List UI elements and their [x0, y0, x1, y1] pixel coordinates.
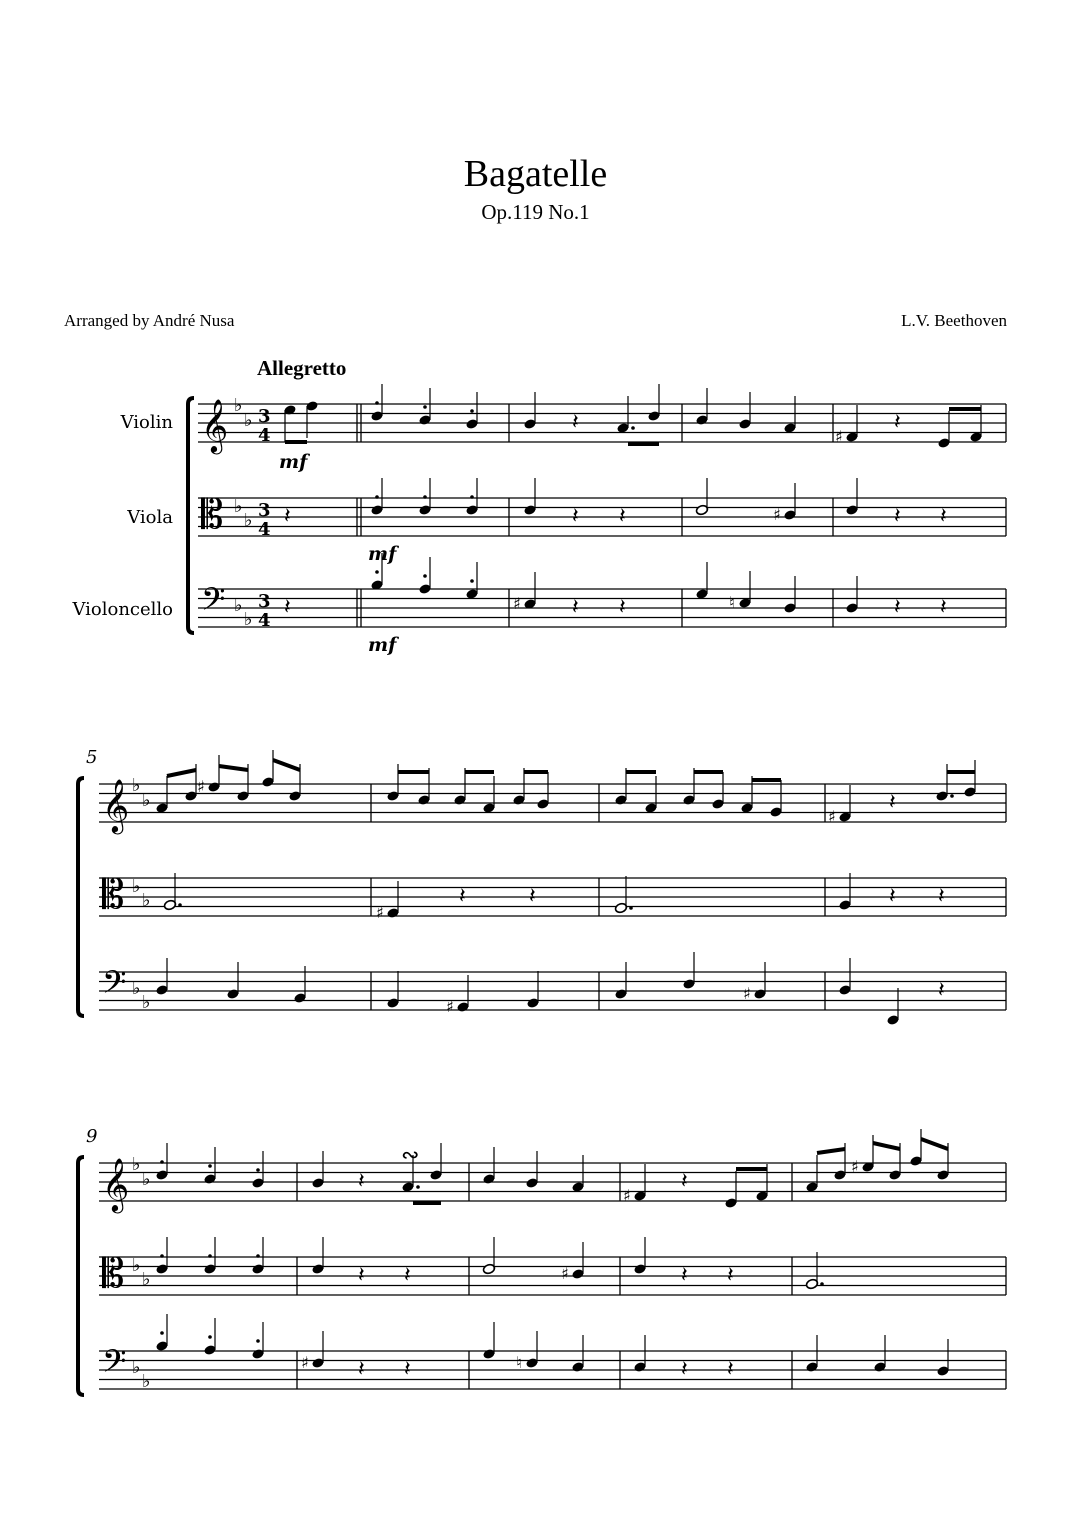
sharp-sign: ♯ — [301, 1353, 309, 1372]
quarter-rest: 𝄽 — [529, 884, 536, 909]
tempo-marking: Allegretto — [257, 356, 347, 380]
note — [937, 411, 950, 449]
arranger-credit: Arranged by André Nusa — [64, 311, 235, 330]
quarter-rest: 𝄽 — [727, 1357, 734, 1382]
quarter-rest: 𝄽 — [681, 1357, 688, 1382]
dynamic-mf: mf — [279, 451, 308, 473]
staff-violoncello — [99, 1351, 1006, 1389]
note — [936, 1339, 949, 1377]
staff-violin — [99, 784, 1006, 822]
quarter-rest: 𝄽 — [459, 884, 466, 909]
opus-number: Op.119 No.1 — [481, 200, 590, 224]
instrument-label-violoncello: Violoncello — [72, 599, 173, 620]
note — [226, 962, 239, 1000]
quarter-rest: 𝄽 — [572, 504, 579, 529]
quarter-rest: 𝄽 — [619, 504, 626, 529]
note — [963, 760, 976, 798]
alto-clef: 𝄡 — [102, 872, 125, 918]
treble-clef: 𝄞 — [201, 398, 229, 452]
flat-sign: ♭ — [244, 510, 253, 531]
composer-credit: L.V. Beethoven — [901, 311, 1007, 330]
augmentation-dot — [820, 1282, 824, 1286]
flat-sign: ♭ — [132, 1357, 141, 1378]
treble-clef: 𝄞 — [102, 1157, 130, 1211]
sharp-sign: ♯ — [851, 1157, 859, 1176]
quarter-rest: 𝄽 — [889, 884, 896, 909]
augmentation-dot — [178, 903, 182, 907]
note — [695, 388, 708, 426]
quarter-rest: 𝄽 — [894, 410, 901, 435]
note — [525, 1331, 538, 1369]
note — [155, 776, 168, 814]
beam — [167, 770, 196, 776]
sharp-sign: ♯ — [446, 997, 454, 1016]
note — [526, 971, 539, 1009]
note — [711, 772, 724, 810]
time-signature-bottom: 4 — [258, 519, 271, 540]
note — [644, 776, 657, 814]
quarter-rest: 𝄽 — [681, 1169, 688, 1194]
sharp-sign: ♯ — [376, 903, 384, 922]
instrument-label-viola: Viola — [127, 507, 173, 528]
staccato-dot — [208, 1335, 212, 1339]
sharp-sign: ♯ — [513, 594, 521, 613]
quarter-rest: 𝄽 — [727, 1263, 734, 1288]
note — [465, 478, 478, 516]
flat-sign: ♭ — [142, 992, 151, 1013]
quarter-rest: 𝄽 — [404, 1263, 411, 1288]
note — [155, 1237, 168, 1275]
staccato-dot — [256, 1339, 260, 1343]
quarter-rest: 𝄽 — [358, 1263, 365, 1288]
note — [311, 1237, 324, 1275]
note — [571, 1242, 584, 1280]
staccato-dot — [208, 1164, 212, 1168]
note — [845, 576, 858, 614]
quarter-rest: 𝄽 — [681, 1263, 688, 1288]
flat-sign: ♭ — [142, 1269, 151, 1290]
quarter-rest: 𝄽 — [889, 790, 896, 815]
treble-clef: 𝄞 — [102, 778, 130, 832]
note — [453, 768, 466, 806]
time-signature-top: 3 — [258, 406, 271, 427]
alto-clef: 𝄡 — [201, 492, 224, 538]
staccato-dot — [375, 495, 379, 499]
note — [482, 1237, 495, 1275]
note — [207, 755, 220, 793]
note — [769, 780, 782, 818]
quarter-rest: 𝄽 — [894, 504, 901, 529]
note — [838, 958, 851, 996]
flat-sign: ♭ — [132, 876, 141, 897]
staff-violin — [198, 404, 1006, 442]
note — [873, 1335, 886, 1373]
note — [465, 562, 478, 600]
note — [429, 1143, 442, 1181]
note — [311, 1151, 324, 1189]
note — [251, 1151, 264, 1189]
note — [861, 1135, 874, 1173]
staccato-dot — [208, 1254, 212, 1258]
augmentation-dot — [631, 426, 635, 430]
quarter-rest: 𝄽 — [358, 1357, 365, 1382]
note — [838, 873, 851, 911]
note — [523, 572, 536, 610]
note — [370, 478, 383, 516]
alto-clef: 𝄡 — [102, 1251, 125, 1297]
flat-sign: ♭ — [132, 775, 141, 796]
staff-viola — [99, 878, 1006, 916]
note — [203, 1147, 216, 1185]
beam — [873, 1143, 900, 1149]
beam — [273, 760, 300, 770]
staff-violoncello — [198, 589, 1006, 627]
note — [155, 1314, 168, 1352]
sharp-sign: ♯ — [773, 505, 781, 524]
note — [311, 1331, 324, 1369]
system-bracket — [78, 778, 84, 1016]
measure-number: 9 — [86, 1126, 98, 1147]
piece-title: Bagatelle — [463, 153, 608, 195]
note — [647, 384, 660, 422]
quarter-rest: 𝄽 — [358, 1169, 365, 1194]
note — [523, 392, 536, 430]
note — [738, 571, 751, 609]
dynamic-mf: mf — [368, 543, 397, 565]
note — [370, 384, 383, 422]
augmentation-dot — [416, 1185, 420, 1189]
note — [536, 772, 549, 810]
note — [633, 1335, 646, 1373]
quarter-rest: 𝄽 — [284, 595, 291, 620]
quarter-rest: 𝄽 — [404, 1357, 411, 1382]
note — [682, 952, 695, 990]
note — [838, 785, 851, 823]
time-signature-top: 3 — [258, 591, 271, 612]
staff-viola — [99, 1257, 1006, 1295]
note — [418, 388, 431, 426]
note — [740, 776, 753, 814]
note — [523, 478, 536, 516]
note — [386, 971, 399, 1009]
quarter-rest: 𝄽 — [938, 978, 945, 1003]
quarter-rest: 𝄽 — [938, 884, 945, 909]
staccato-dot — [160, 1254, 164, 1258]
bass-clef: 𝄢 — [102, 964, 127, 1008]
instrument-label-violin: Violin — [120, 412, 173, 433]
quarter-rest: 𝄽 — [894, 595, 901, 620]
flat-sign: ♭ — [244, 609, 253, 630]
note — [633, 1164, 646, 1202]
flat-sign: ♭ — [234, 496, 243, 517]
dynamic-mf: mf — [368, 634, 397, 656]
note — [695, 478, 708, 516]
note — [805, 1252, 823, 1290]
note — [525, 1151, 538, 1189]
note — [783, 483, 796, 521]
flat-sign: ♭ — [132, 978, 141, 999]
note — [418, 478, 431, 516]
note — [386, 881, 399, 919]
sharp-sign: ♯ — [623, 1186, 631, 1205]
sharp-sign: ♯ — [561, 1264, 569, 1283]
note — [163, 873, 181, 911]
staff-viola — [198, 498, 1006, 536]
note — [203, 1318, 216, 1356]
sharp-sign: ♯ — [828, 807, 836, 826]
flat-sign: ♭ — [234, 595, 243, 616]
note — [482, 1322, 495, 1360]
note — [783, 396, 796, 434]
flat-sign: ♭ — [142, 1371, 151, 1392]
note — [935, 764, 953, 802]
note — [886, 988, 899, 1026]
flat-sign: ♭ — [142, 890, 151, 911]
note — [783, 576, 796, 614]
staccato-dot — [470, 579, 474, 583]
note — [482, 1147, 495, 1185]
note — [614, 876, 632, 914]
note — [633, 1237, 646, 1275]
note — [616, 396, 634, 434]
sharp-sign: ♯ — [743, 984, 751, 1003]
note — [261, 750, 274, 788]
beam — [921, 1139, 948, 1149]
staccato-dot — [470, 495, 474, 499]
flat-sign: ♭ — [132, 1154, 141, 1175]
note — [386, 764, 399, 802]
quarter-rest: 𝄽 — [572, 410, 579, 435]
bass-clef: 𝄢 — [201, 581, 226, 625]
note — [571, 1335, 584, 1373]
quarter-rest: 𝄽 — [619, 595, 626, 620]
note — [482, 776, 495, 814]
note — [738, 392, 751, 430]
staccato-dot — [423, 574, 427, 578]
note — [695, 562, 708, 600]
note — [203, 1237, 216, 1275]
staccato-dot — [375, 401, 379, 405]
flat-sign: ♭ — [244, 410, 253, 431]
note — [571, 1155, 584, 1193]
note — [251, 1322, 264, 1360]
note — [251, 1237, 264, 1275]
time-signature-bottom: 4 — [258, 425, 271, 446]
system-bracket — [78, 1157, 84, 1395]
staccato-dot — [160, 1160, 164, 1164]
flat-sign: ♭ — [234, 395, 243, 416]
staccato-dot — [470, 409, 474, 413]
staccato-dot — [375, 570, 379, 574]
quarter-rest: 𝄽 — [940, 504, 947, 529]
flat-sign: ♭ — [132, 1255, 141, 1276]
beam — [817, 1149, 845, 1153]
natural-sign: ♮ — [516, 1353, 522, 1372]
staccato-dot — [423, 495, 427, 499]
time-signature-bottom: 4 — [258, 610, 271, 631]
flat-sign: ♭ — [142, 790, 151, 811]
note — [155, 1143, 168, 1181]
bass-clef: 𝄢 — [102, 1343, 127, 1387]
staccato-dot — [423, 405, 427, 409]
quarter-rest: 𝄽 — [572, 595, 579, 620]
note — [753, 962, 766, 1000]
quarter-rest: 𝄽 — [284, 504, 291, 529]
note — [724, 1171, 737, 1209]
sharp-sign: ♯ — [835, 427, 843, 446]
note — [512, 768, 525, 806]
system-bracket — [188, 398, 194, 633]
time-signature-top: 3 — [258, 500, 271, 521]
note — [805, 1335, 818, 1373]
turn-ornament: ∾ — [401, 1143, 420, 1168]
note — [909, 1129, 922, 1167]
note — [155, 958, 168, 996]
augmentation-dot — [950, 794, 954, 798]
sharp-sign: ♯ — [197, 777, 205, 796]
note — [805, 1155, 818, 1193]
augmentation-dot — [629, 906, 633, 910]
note — [418, 557, 431, 595]
note — [456, 975, 469, 1013]
note — [845, 405, 858, 443]
beam — [219, 766, 248, 770]
flat-sign: ♭ — [142, 1169, 151, 1190]
note — [845, 478, 858, 516]
note — [465, 392, 478, 430]
note — [614, 768, 627, 806]
staccato-dot — [256, 1168, 260, 1172]
note — [682, 768, 695, 806]
staccato-dot — [256, 1254, 260, 1258]
staccato-dot — [160, 1331, 164, 1335]
measure-number: 5 — [86, 747, 98, 768]
natural-sign: ♮ — [729, 593, 735, 612]
note — [614, 962, 627, 1000]
quarter-rest: 𝄽 — [940, 595, 947, 620]
